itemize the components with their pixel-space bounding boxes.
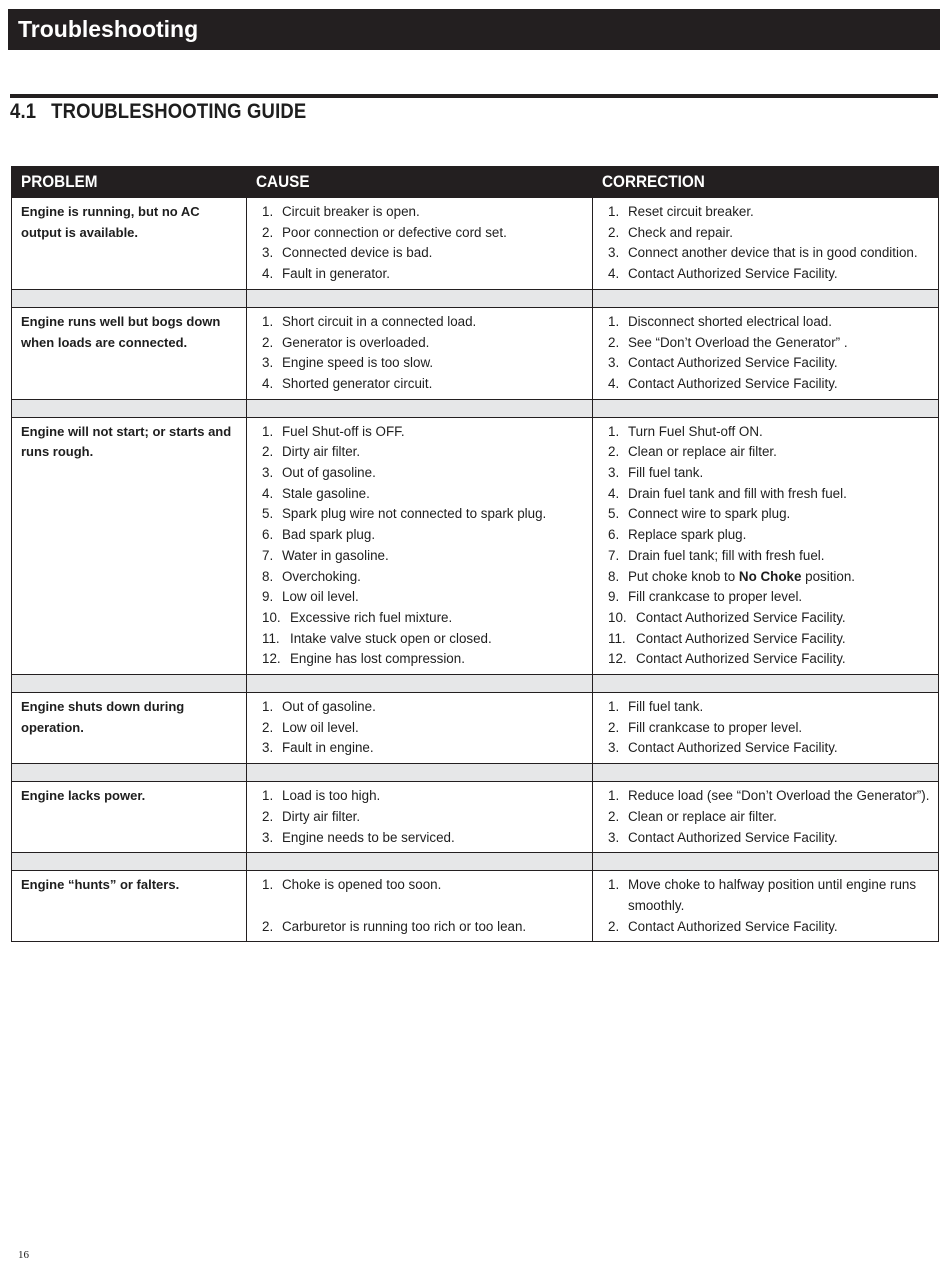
spacer-cell <box>593 764 939 782</box>
spacer-cell <box>12 675 247 693</box>
cause-item: 11. Intake valve stuck open or closed. <box>262 630 492 646</box>
correction-item: 2. Clean or replace air filter. <box>608 444 777 460</box>
correction-cell <box>593 782 939 853</box>
problem-cell <box>12 782 247 853</box>
section-title <box>10 100 306 124</box>
table-row <box>12 307 939 399</box>
correction-item: 3. Connect another device that is in good condition. <box>608 245 918 261</box>
cause-item: 3. Engine speed is too slow. <box>262 355 434 371</box>
spacer-cell <box>12 289 247 307</box>
cause-item: 2. Poor connection or defective cord set. <box>262 224 507 240</box>
emphasis-text: No Choke <box>738 568 802 584</box>
correction-item: 5. Connect wire to spark plug. <box>608 506 791 522</box>
spacer-cell <box>247 289 593 307</box>
cause-cell <box>247 693 593 764</box>
cause-item: 1. Circuit breaker is open. <box>262 204 420 219</box>
spacer-cell <box>593 399 939 417</box>
table-body <box>12 198 939 942</box>
cause-cell <box>247 198 593 290</box>
header-title: Troubleshooting <box>18 16 199 42</box>
spacer-cell <box>12 399 247 417</box>
correction-list <box>602 786 934 848</box>
section-number: 4.1 <box>10 100 37 123</box>
problem-cell <box>12 417 247 674</box>
cause-item: 5. Spark plug wire not connected to spark plug. <box>262 506 547 522</box>
correction-item: 3. Contact Authorized Service Facility. <box>608 740 838 756</box>
column-header-problem: PROBLEM <box>12 166 247 198</box>
cause-item: 1. Out of gasoline. <box>262 699 376 715</box>
spacer-cell <box>247 399 593 417</box>
troubleshooting-table <box>11 166 939 942</box>
cause-item: 2. Dirty air filter. <box>262 444 361 460</box>
cause-item: 7. Water in gasoline. <box>262 547 389 563</box>
correction-cell <box>593 307 939 399</box>
spacer-row <box>12 853 939 871</box>
cause-item: 6. Bad spark plug. <box>262 527 376 543</box>
problem-cell <box>12 693 247 764</box>
cause-list <box>256 875 588 937</box>
problem-text: Engine lacks power. <box>21 788 146 804</box>
problem-text: Engine “hunts” or falters. <box>21 877 180 893</box>
spacer-row <box>12 764 939 782</box>
table-row <box>12 198 939 290</box>
correction-item: 4. Drain fuel tank and fill with fresh fuel. <box>608 485 847 501</box>
cause-item: 3. Fault in engine. <box>262 740 374 756</box>
correction-list <box>602 875 934 937</box>
spacer-cell <box>12 764 247 782</box>
spacer-row <box>12 399 939 417</box>
cause-item: 4. Fault in generator. <box>262 266 390 282</box>
spacer-cell <box>593 853 939 871</box>
cause-item: 1. Short circuit in a connected load. <box>262 313 477 329</box>
table-row <box>12 417 939 674</box>
column-header-cause: CAUSE <box>247 166 593 198</box>
header-bar <box>8 9 940 50</box>
correction-list <box>602 422 934 670</box>
cause-item: 1. Choke is opened too soon. <box>262 877 442 893</box>
table-row <box>12 693 939 764</box>
cause-item: 4. Stale gasoline. <box>262 485 370 501</box>
correction-item: 1. Disconnect shorted electrical load. <box>608 313 832 329</box>
spacer-cell <box>247 764 593 782</box>
correction-list <box>602 202 934 285</box>
spacer-cell <box>12 853 247 871</box>
section-divider <box>10 94 938 98</box>
page-number: 16 <box>18 1249 29 1261</box>
spacer-cell <box>247 675 593 693</box>
cause-item: 2. Carburetor is running too rich or too lean. <box>262 918 527 934</box>
problem-cell <box>12 871 247 942</box>
correction-cell <box>593 417 939 674</box>
correction-item: 2. See “Don’t Overload the Generator” . <box>608 334 848 350</box>
cause-cell <box>247 417 593 674</box>
cause-item: 3. Connected device is bad. <box>262 245 433 261</box>
correction-item: 2. Clean or replace air filter. <box>608 808 777 824</box>
problem-cell <box>12 198 247 290</box>
correction-item: 2. Fill crankcase to proper level. <box>608 719 803 735</box>
correction-item: 2. Contact Authorized Service Facility. <box>608 918 838 934</box>
cause-item: 8. Overchoking. <box>262 568 361 584</box>
cause-item: 9. Low oil level. <box>262 589 359 605</box>
table-row <box>12 871 939 942</box>
spacer-cell <box>247 853 593 871</box>
problem-text: Engine is running, but no AC output is available. <box>21 204 200 240</box>
spacer-cell <box>593 289 939 307</box>
cause-item: 3. Out of gasoline. <box>262 465 376 481</box>
problem-cell <box>12 307 247 399</box>
cause-item: 12. Engine has lost compression. <box>262 651 465 667</box>
problem-text: Engine shuts down during operation. <box>21 699 185 735</box>
cause-item: 1. Fuel Shut-off is OFF. <box>262 423 405 439</box>
correction-item: 11. Contact Authorized Service Facility. <box>608 630 846 646</box>
correction-list <box>602 312 934 395</box>
problem-text: Engine will not start; or starts and runs rough. <box>21 423 232 460</box>
correction-item: 1. Fill fuel tank. <box>608 699 704 715</box>
cause-item: 2. Generator is overloaded. <box>262 334 430 350</box>
table-header-row <box>12 166 939 198</box>
correction-cell <box>593 198 939 290</box>
problem-text: Engine runs well but bogs down when loads are connected. <box>21 313 221 350</box>
correction-item: 2. Check and repair. <box>608 224 733 240</box>
correction-item: 7. Drain fuel tank; fill with fresh fuel. <box>608 547 825 563</box>
correction-item: 1. Turn Fuel Shut-off ON. <box>608 423 763 439</box>
section-title-text: TROUBLESHOOTING GUIDE <box>51 100 307 123</box>
spacer-row <box>12 675 939 693</box>
correction-item: 3. Contact Authorized Service Facility. <box>608 355 838 371</box>
correction-item: 3. Fill fuel tank. <box>608 465 704 481</box>
spacer-row <box>12 289 939 307</box>
cause-cell <box>247 782 593 853</box>
correction-item: 3. Contact Authorized Service Facility. <box>608 829 838 845</box>
cause-list <box>256 312 588 395</box>
correction-item: 4. Contact Authorized Service Facility. <box>608 266 838 282</box>
correction-item: 1. Move choke to halfway position until engine runs smoothly. <box>608 877 917 913</box>
cause-cell <box>247 307 593 399</box>
cause-item: 2. Low oil level. <box>262 719 359 735</box>
table-row <box>12 782 939 853</box>
correction-item: 10. Contact Authorized Service Facility. <box>608 609 846 625</box>
correction-list <box>602 697 934 759</box>
column-header-correction: CORRECTION <box>593 166 939 198</box>
correction-item: 1. Reduce load (see “Don’t Overload the Generator”). <box>608 788 930 804</box>
cause-item <box>262 896 588 917</box>
cause-item: 1. Load is too high. <box>262 788 381 804</box>
cause-item: 3. Engine needs to be serviced. <box>262 829 455 845</box>
correction-item: 4. Contact Authorized Service Facility. <box>608 375 838 391</box>
cause-item: 10. Excessive rich fuel mixture. <box>262 609 453 625</box>
correction-cell <box>593 871 939 942</box>
correction-item: 9. Fill crankcase to proper level. <box>608 589 803 605</box>
correction-item: 1. Reset circuit breaker. <box>608 204 754 219</box>
cause-item: 2. Dirty air filter. <box>262 808 361 824</box>
cause-list <box>256 422 588 670</box>
correction-item: 12. Contact Authorized Service Facility. <box>608 651 846 667</box>
spacer-cell <box>593 675 939 693</box>
correction-cell <box>593 693 939 764</box>
correction-item: 8. Put choke knob to No Choke position. <box>608 568 856 584</box>
correction-item: 6. Replace spark plug. <box>608 527 747 543</box>
cause-item: 4. Shorted generator circuit. <box>262 375 433 391</box>
cause-list <box>256 697 588 759</box>
cause-cell <box>247 871 593 942</box>
cause-list <box>256 786 588 848</box>
cause-list <box>256 202 588 285</box>
